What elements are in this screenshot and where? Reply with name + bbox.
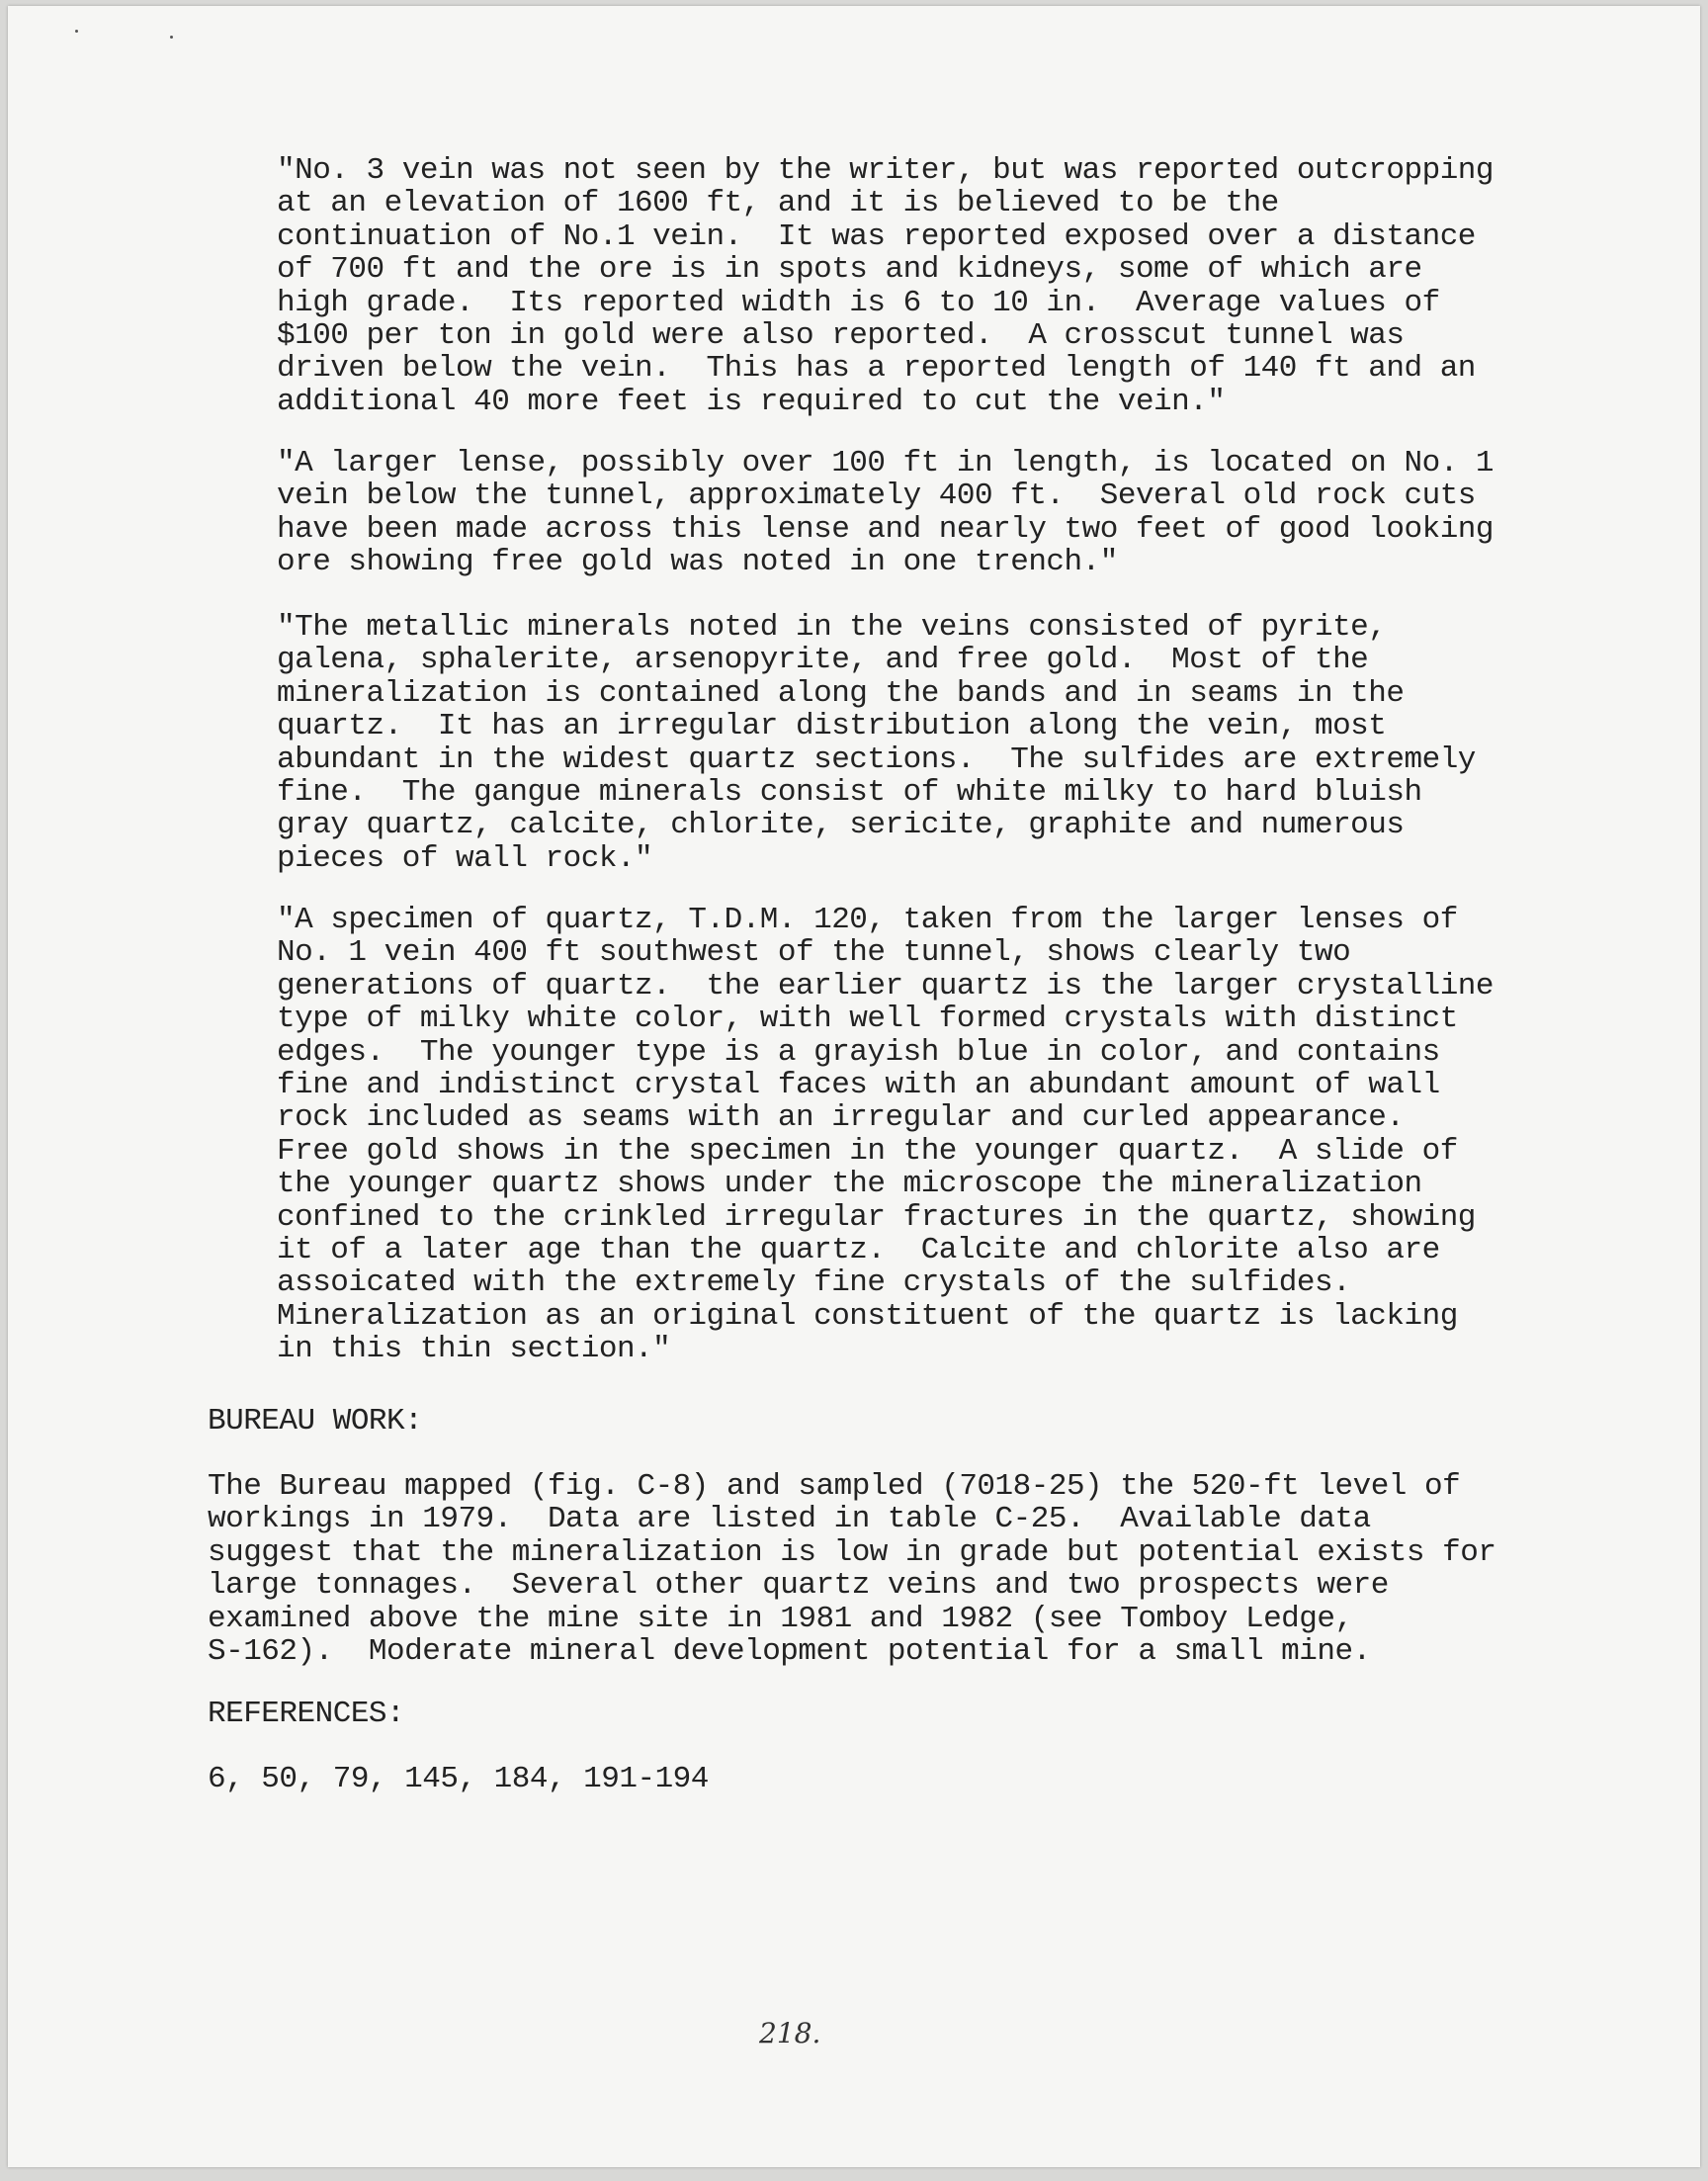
quote-4-line: No. 1 vein 400 ft southwest of the tunnel, shows clearly two	[277, 935, 1351, 970]
quote-2-line: ore showing free gold was noted in one trench."	[277, 545, 1118, 579]
scan-speck	[170, 36, 173, 39]
quote-4-line: in this thin section."	[277, 1332, 671, 1366]
quote-3-line: fine. The gangue minerals consist of white milky to hard bluish	[277, 775, 1422, 810]
bureau-work-line: The Bureau mapped (fig. C-8) and sampled (7018-25) the 520-ft level of	[208, 1469, 1461, 1504]
page-number: 218.	[759, 2017, 821, 2050]
quote-4-line: Free gold shows in the specimen in the younger quartz. A slide of	[277, 1134, 1458, 1169]
quote-3-line: abundant in the widest quartz sections. The sulfides are extremely	[277, 742, 1476, 777]
quote-4-line: assoicated with the extremely fine crystals of the sulfides.	[277, 1265, 1351, 1300]
quote-3-line: "The metallic minerals noted in the veins consisted of pyrite,	[277, 610, 1387, 645]
bureau-work-line: suggest that the mineralization is low in grade but potential exists for	[208, 1535, 1496, 1570]
bureau-work-line: large tonnages. Several other quartz veins and two prospects were	[208, 1568, 1389, 1603]
quote-1-line: additional 40 more feet is required to cut the vein."	[277, 385, 1226, 419]
quote-1-line: continuation of No.1 vein. It was reported exposed over a distance	[277, 219, 1476, 254]
quote-3-line: gray quartz, calcite, chlorite, sericite, graphite and numerous	[277, 808, 1405, 842]
quote-4-line: the younger quartz shows under the microscope the mineralization	[277, 1167, 1422, 1201]
quote-4-line: edges. The younger type is a grayish blue in color, and contains	[277, 1035, 1440, 1070]
quote-1-line: $100 per ton in gold were also reported. A crosscut tunnel was	[277, 318, 1405, 353]
quote-1-line: driven below the vein. This has a reported length of 140 ft and an	[277, 351, 1476, 386]
quote-4-line: "A specimen of quartz, T.D.M. 120, taken from the larger lenses of	[277, 903, 1458, 937]
quote-3-line: galena, sphalerite, arsenopyrite, and free gold. Most of the	[277, 643, 1369, 677]
quote-4-line: generations of quartz. the earlier quartz is the larger crystalline	[277, 969, 1494, 1003]
quote-2-line: "A larger lense, possibly over 100 ft in length, is located on No. 1	[277, 446, 1494, 480]
quote-4-line: it of a later age than the quartz. Calcite and chlorite also are	[277, 1233, 1440, 1267]
scan-speck	[75, 30, 78, 33]
references-list: 6, 50, 79, 145, 184, 191-194	[208, 1762, 709, 1796]
bureau-work-line: examined above the mine site in 1981 and 1982 (see Tomboy Ledge,	[208, 1602, 1353, 1636]
quote-4-line: Mineralization as an original constituent of the quartz is lacking	[277, 1299, 1458, 1334]
quote-1-line: "No. 3 vein was not seen by the writer, but was reported outcropping	[277, 153, 1494, 188]
bureau-work-line: workings in 1979. Data are listed in table C-25. Available data	[208, 1502, 1371, 1536]
quote-3-line: mineralization is contained along the bands and in seams in the	[277, 676, 1405, 711]
quote-2-line: have been made across this lense and nearly two feet of good looking	[277, 512, 1494, 547]
quote-3-line: pieces of wall rock."	[277, 841, 653, 876]
quote-4-line: type of milky white color, with well formed crystals with distinct	[277, 1002, 1458, 1036]
quote-4-line: fine and indistinct crystal faces with an abundant amount of wall	[277, 1068, 1440, 1102]
quote-1-line: high grade. Its reported width is 6 to 10 in. Average values of	[277, 286, 1440, 320]
bureau-work-line: S-162). Moderate mineral development potential for a small mine.	[208, 1634, 1371, 1669]
quote-4-line: rock included as seams with an irregular and curled appearance.	[277, 1100, 1405, 1135]
quote-1-line: of 700 ft and the ore is in spots and kidneys, some of which are	[277, 252, 1422, 287]
quote-1-line: at an elevation of 1600 ft, and it is believed to be the	[277, 186, 1279, 220]
bureau-work-heading: BUREAU WORK:	[208, 1404, 423, 1439]
references-heading: REFERENCES:	[208, 1697, 405, 1731]
quote-3-line: quartz. It has an irregular distribution along the vein, most	[277, 709, 1387, 743]
quote-2-line: vein below the tunnel, approximately 400 ft. Several old rock cuts	[277, 479, 1476, 513]
quote-4-line: confined to the crinkled irregular fractures in the quartz, showing	[277, 1200, 1476, 1235]
document-page	[8, 6, 1700, 2167]
